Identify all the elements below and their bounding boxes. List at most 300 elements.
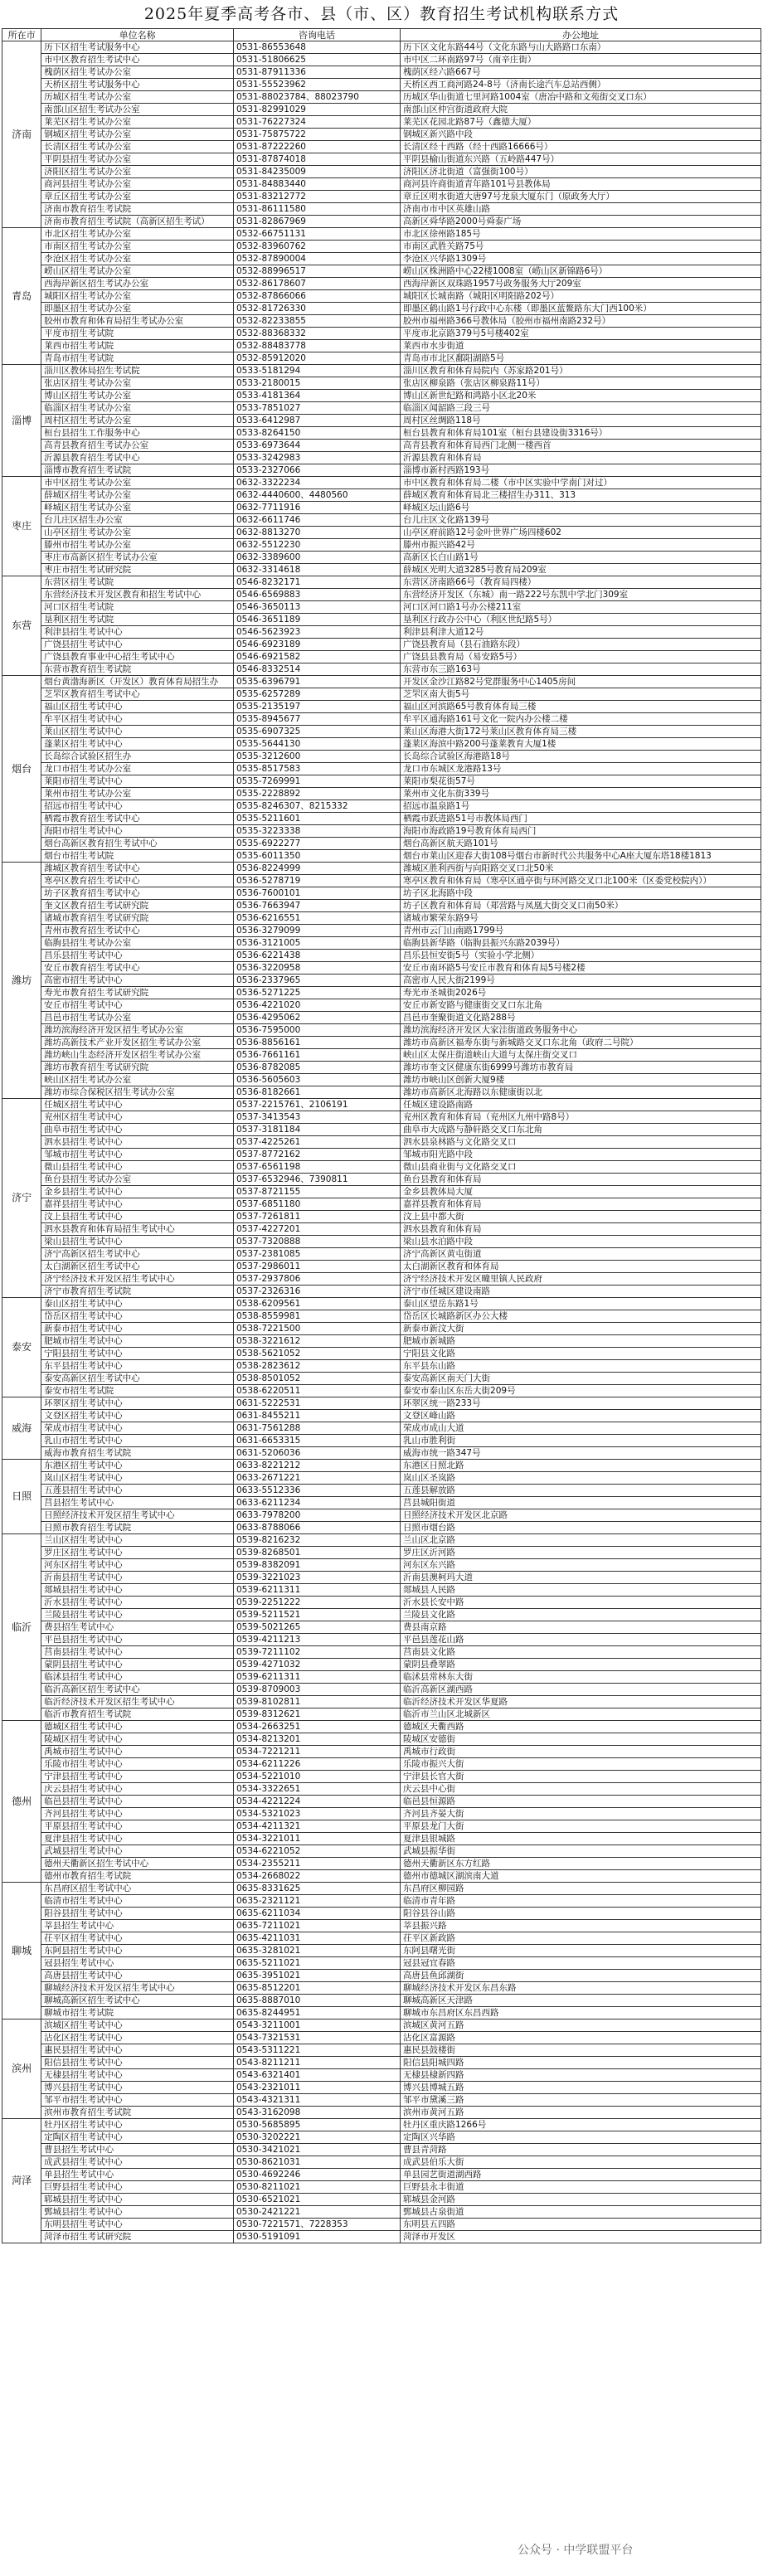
- phone-cell: 0632-3389600: [233, 552, 400, 564]
- table-row: [2, 1696, 761, 1708]
- table-row: [2, 1572, 761, 1584]
- phone-cell: 0533-2327066: [233, 464, 400, 477]
- unit-cell: 利津县招生考试中心: [41, 626, 234, 639]
- unit-cell: 陵城区招生考试中心: [41, 1733, 234, 1746]
- address-cell: 临沂经济技术开发区华夏路: [401, 1696, 761, 1708]
- unit-cell: 临沂高新区招生考试中心: [41, 1684, 234, 1696]
- phone-cell: 0532-88368332: [233, 328, 400, 340]
- unit-cell: 夏津县招生考试中心: [41, 1833, 234, 1845]
- unit-cell: 威海市教育招生考试院: [41, 1447, 234, 1460]
- unit-cell: 薛城区招生考试办公室: [41, 489, 234, 502]
- table-row: [2, 54, 761, 66]
- phone-cell: 0533-7851027: [233, 402, 400, 415]
- phone-cell: 0536-8782085: [233, 1062, 400, 1074]
- table-row: [2, 875, 761, 887]
- table-row: [2, 2057, 761, 2069]
- table-row: [2, 2156, 761, 2169]
- table-row: [2, 1472, 761, 1485]
- table-row: [2, 2194, 761, 2206]
- address-cell: 张店区柳泉路（张店区柳泉路11号）: [401, 377, 761, 390]
- address-cell: 台儿庄区文化路139号: [401, 514, 761, 527]
- address-cell: 沂源县教育和体育局: [401, 452, 761, 464]
- table-row: [2, 1584, 761, 1597]
- table-row: [2, 2007, 761, 2019]
- phone-cell: 0536-3121005: [233, 937, 400, 950]
- phone-cell: 0536-4295062: [233, 1012, 400, 1024]
- city-cell: 济南: [2, 41, 41, 228]
- address-cell: 金乡县教体局大厦: [401, 1186, 761, 1198]
- table-row: [2, 564, 761, 576]
- unit-cell: 德城区招生考试中心: [41, 1721, 234, 1733]
- table-row: [2, 241, 761, 253]
- address-cell: 博山区新世纪路和鸿路小区北20米: [401, 390, 761, 402]
- address-cell: 泗水县泉林路与文化路交叉口: [401, 1136, 761, 1149]
- table-row: [2, 576, 761, 589]
- phone-cell: 0539-8312621: [233, 1708, 400, 1721]
- address-cell: 昌邑市奎聚街道文化路288号: [401, 1012, 761, 1024]
- phone-cell: 0538-7221500: [233, 1323, 400, 1335]
- table-row: [2, 290, 761, 303]
- table-row: [2, 265, 761, 278]
- table-row: [2, 1758, 761, 1771]
- phone-cell: 0632-4440600、4480560: [233, 489, 400, 502]
- unit-cell: 莱西市招生考试院: [41, 340, 234, 352]
- unit-cell: 单县招生考试中心: [41, 2169, 234, 2181]
- table-row: [2, 676, 761, 688]
- phone-cell: 0531-86553648: [233, 41, 400, 54]
- phone-cell: 0536-4221020: [233, 999, 400, 1012]
- address-cell: 冠县冠宜春路: [401, 1957, 761, 1970]
- table-row: [2, 589, 761, 601]
- unit-cell: 诸城市教育招生考试研究院: [41, 912, 234, 925]
- address-cell: 罗庄区沂河路: [401, 1547, 761, 1559]
- phone-cell: 0532-87866066: [233, 290, 400, 303]
- table-row: [2, 2082, 761, 2094]
- address-cell: 利津县利津大道12号: [401, 626, 761, 639]
- header-unit: 单位名称: [41, 29, 234, 41]
- phone-cell: 0537-6851180: [233, 1198, 400, 1211]
- phone-cell: 0543-7321531: [233, 2032, 400, 2044]
- address-cell: 垦利区行政办公中心（利区世纪路5号）: [401, 614, 761, 626]
- phone-cell: 0631-8455211: [233, 1410, 400, 1422]
- address-cell: 威海市统一路347号: [401, 1447, 761, 1460]
- unit-cell: 山亭区招生考试办公室: [41, 527, 234, 539]
- address-cell: 禹城市行政街: [401, 1746, 761, 1758]
- unit-cell: 寒亭区教育招生考试中心: [41, 875, 234, 887]
- phone-cell: 0633-6211234: [233, 1497, 400, 1509]
- unit-cell: 金乡县招生考试中心: [41, 1186, 234, 1198]
- table-row: [2, 228, 761, 241]
- unit-cell: 济宁高新区招生考试中心: [41, 1248, 234, 1261]
- city-cell: 泰安: [2, 1298, 41, 1397]
- address-cell: 周村区丝绸路118号: [401, 415, 761, 427]
- phone-cell: 0538-2823612: [233, 1360, 400, 1373]
- unit-cell: 广饶县招生考试中心: [41, 639, 234, 651]
- unit-cell: 平阴县招生考试办公室: [41, 153, 234, 166]
- unit-cell: 沂水县招生考试中心: [41, 1597, 234, 1609]
- phone-cell: 0537-6561198: [233, 1161, 400, 1174]
- phone-cell: 0531-84235009: [233, 166, 400, 178]
- address-cell: 邹城市阳光路中段: [401, 1149, 761, 1161]
- unit-cell: 海阳市招生考试中心: [41, 825, 234, 838]
- address-cell: 聊城高新区天津路: [401, 1995, 761, 2007]
- table-row: [2, 1435, 761, 1447]
- unit-cell: 环翠区招生考试中心: [41, 1397, 234, 1410]
- table-row: [2, 726, 761, 738]
- table-row: [2, 477, 761, 489]
- phone-cell: 0535-2135197: [233, 701, 400, 713]
- contact-table: [2, 28, 761, 2243]
- table-row: [2, 912, 761, 925]
- unit-cell: 济南市教育招生考试院（高新区招生考试）: [41, 216, 234, 228]
- phone-cell: 0537-3181184: [233, 1124, 400, 1136]
- table-row: [2, 415, 761, 427]
- address-cell: 聊城经济技术开发区东昌东路: [401, 1982, 761, 1995]
- city-cell: 济宁: [2, 1099, 41, 1298]
- table-row: [2, 1397, 761, 1410]
- phone-cell: 0531-75875722: [233, 129, 400, 141]
- address-cell: 高青县教育和体育局西门北侧一楼西首: [401, 440, 761, 452]
- address-cell: 潍坊滨海经济开发区大家洼街道政务服务中心: [401, 1024, 761, 1037]
- address-cell: 河口区河口路1号办公楼211室: [401, 601, 761, 614]
- table-row: [2, 1198, 761, 1211]
- address-cell: 峄城区坛山路6号: [401, 502, 761, 514]
- address-cell: 莱阳市梨花街57号: [401, 775, 761, 788]
- address-cell: 市南区武胜关路75号: [401, 241, 761, 253]
- table-row: [2, 502, 761, 514]
- phone-cell: 0535-8945677: [233, 713, 400, 726]
- address-cell: 安丘市南环路5号安丘市教育和体育局5号楼2楼: [401, 962, 761, 975]
- table-row: [2, 2206, 761, 2219]
- table-row: [2, 1796, 761, 1808]
- table-row: [2, 2069, 761, 2082]
- address-cell: 庆云县中心街: [401, 1783, 761, 1796]
- address-cell: 河东区东兴路: [401, 1559, 761, 1572]
- phone-cell: 0532-87890004: [233, 253, 400, 265]
- address-cell: 城阳区长城南路（城阳区明阳路202号）: [401, 290, 761, 303]
- address-cell: 曹县青菏路: [401, 2144, 761, 2156]
- address-cell: 青州市云门山南路1799号: [401, 925, 761, 937]
- phone-cell: 0539-7211102: [233, 1646, 400, 1659]
- unit-cell: 东昌府区招生考试中心: [41, 1883, 234, 1895]
- table-row: [2, 1447, 761, 1460]
- address-cell: 潍坊市高新区福寿东街与新城路交叉口东北角（政府二号院）: [401, 1037, 761, 1049]
- table-row: [2, 1771, 761, 1783]
- address-cell: 滕州市振兴路42号: [401, 539, 761, 552]
- unit-cell: 莱芜区招生考试办公室: [41, 116, 234, 129]
- unit-cell: 德州市教育招生考试院: [41, 1870, 234, 1883]
- table-row: [2, 1883, 761, 1895]
- table-row: [2, 1646, 761, 1659]
- unit-cell: 枣庄市招生考试研究院: [41, 564, 234, 576]
- city-cell: 临沂: [2, 1534, 41, 1721]
- unit-cell: 临淄区招生考试办公室: [41, 402, 234, 415]
- phone-cell: 0537-2215761、2106191: [233, 1099, 400, 1111]
- address-cell: 泰安市泰山区东岳大街209号: [401, 1385, 761, 1397]
- unit-cell: 日照市教育招生考试院: [41, 1522, 234, 1534]
- table-row: [2, 514, 761, 527]
- unit-cell: 寿光市教育招生考试研究院: [41, 987, 234, 999]
- unit-cell: 城阳区招生考试办公室: [41, 290, 234, 303]
- table-row: [2, 1223, 761, 1236]
- table-row: [2, 1932, 761, 1945]
- unit-cell: 垦利区招生考试院: [41, 614, 234, 626]
- unit-cell: 峡山区招生考试办公室: [41, 1074, 234, 1086]
- address-cell: 平邑县莲花山路: [401, 1634, 761, 1646]
- phone-cell: 0536-3279099: [233, 925, 400, 937]
- table-row: [2, 141, 761, 153]
- unit-cell: 郓城县招生考试中心: [41, 2194, 234, 2206]
- table-row: [2, 1360, 761, 1373]
- unit-cell: 槐荫区招生考试办公室: [41, 66, 234, 79]
- unit-cell: 烟台市招生考试院: [41, 850, 234, 863]
- phone-cell: 0530-3421021: [233, 2144, 400, 2156]
- phone-cell: 0532-83960762: [233, 241, 400, 253]
- phone-cell: 0537-2381085: [233, 1248, 400, 1261]
- unit-cell: 泰安高新区招生考试中心: [41, 1373, 234, 1385]
- unit-cell: 历下区招生考试服务中心: [41, 41, 234, 54]
- unit-cell: 岱岳区招生考试中心: [41, 1310, 234, 1323]
- address-cell: 海阳市海政路19号教育体育局西门: [401, 825, 761, 838]
- unit-cell: 蓬莱区招生考试中心: [41, 738, 234, 751]
- table-row: [2, 1820, 761, 1833]
- address-cell: 薛城区教育和体育局北三楼招生办311、313: [401, 489, 761, 502]
- unit-cell: 青州市教育招生考试中心: [41, 925, 234, 937]
- unit-cell: 德州天衢新区招生考试中心: [41, 1858, 234, 1870]
- address-cell: 东营区济南路66号（教育局四楼）: [401, 576, 761, 589]
- unit-cell: 茌平区招生考试中心: [41, 1932, 234, 1945]
- address-cell: 高新区舜华路2000号舜泰广场: [401, 216, 761, 228]
- unit-cell: 淄川区教体局招生考试院: [41, 365, 234, 377]
- unit-cell: 平原县招生考试中心: [41, 1820, 234, 1833]
- table-row: [2, 1621, 761, 1634]
- table-row: [2, 850, 761, 863]
- unit-cell: 成武县招生考试中心: [41, 2156, 234, 2169]
- page-title: 2025年夏季高考各市、县（市、区）教育招生考试机构联系方式: [143, 5, 620, 23]
- phone-cell: 0631-5206036: [233, 1447, 400, 1460]
- phone-cell: 0534-8213201: [233, 1733, 400, 1746]
- unit-cell: 莘县招生考试中心: [41, 1920, 234, 1932]
- table-row: [2, 751, 761, 763]
- phone-cell: 0546-3651189: [233, 614, 400, 626]
- table-row: [2, 315, 761, 328]
- table-row: [2, 1746, 761, 1758]
- phone-cell: 0631-5222531: [233, 1397, 400, 1410]
- phone-cell: 0539-3221023: [233, 1572, 400, 1584]
- table-row: [2, 365, 761, 377]
- phone-cell: 0536-6221438: [233, 950, 400, 962]
- table-row: [2, 788, 761, 800]
- table-row: [2, 925, 761, 937]
- phone-cell: 0533-6412987: [233, 415, 400, 427]
- table-row: [2, 1086, 761, 1099]
- unit-cell: 泰山区招生考试中心: [41, 1298, 234, 1310]
- table-row: [2, 390, 761, 402]
- table-row: [2, 2131, 761, 2144]
- table-row: [2, 1248, 761, 1261]
- unit-cell: 惠民县招生考试中心: [41, 2044, 234, 2057]
- table-row: [2, 1559, 761, 1572]
- unit-cell: 博兴县招生考试中心: [41, 2082, 234, 2094]
- unit-cell: 滕州市招生考试办公室: [41, 539, 234, 552]
- unit-cell: 乳山市招生考试中心: [41, 1435, 234, 1447]
- unit-cell: 滨城区招生考试中心: [41, 2019, 234, 2032]
- table-row: [2, 937, 761, 950]
- city-cell: 德州: [2, 1721, 41, 1883]
- table-row: [2, 1298, 761, 1310]
- table-row: [2, 1634, 761, 1646]
- phone-cell: 0535-6396791: [233, 676, 400, 688]
- phone-cell: 0537-2326316: [233, 1286, 400, 1298]
- unit-cell: 峄城区招生考试办公室: [41, 502, 234, 514]
- phone-cell: 0536-7663947: [233, 900, 400, 912]
- unit-cell: 泗水县招生考试中心: [41, 1136, 234, 1149]
- phone-cell: 0536-5278719: [233, 875, 400, 887]
- phone-cell: 0539-5021265: [233, 1621, 400, 1634]
- table-row: [2, 1174, 761, 1186]
- phone-cell: 0536-3220958: [233, 962, 400, 975]
- phone-cell: 0538-8559981: [233, 1310, 400, 1323]
- phone-cell: 0633-5512336: [233, 1485, 400, 1497]
- table-row: [2, 464, 761, 477]
- phone-cell: 0530-7221571、7228353: [233, 2219, 400, 2231]
- table-row: [2, 2169, 761, 2181]
- unit-cell: 安丘市招生考试中心: [41, 999, 234, 1012]
- address-cell: 蒙阴县叠翠路: [401, 1659, 761, 1671]
- unit-cell: 蒙阴县招生考试中心: [41, 1659, 234, 1671]
- phone-cell: 0632-3322234: [233, 477, 400, 489]
- address-cell: 临沭县常林东大街: [401, 1671, 761, 1684]
- address-cell: 鱼台县教育和体育局: [401, 1174, 761, 1186]
- address-cell: 泰山区望岳东路1号: [401, 1298, 761, 1310]
- phone-cell: 0530-6521021: [233, 2194, 400, 2206]
- address-cell: 东明县五四路: [401, 2219, 761, 2231]
- table-row: [2, 153, 761, 166]
- table-row: [2, 738, 761, 751]
- address-cell: 无棣县棣新四路: [401, 2069, 761, 2082]
- address-cell: 长清区经十西路（经十西路16666号）: [401, 141, 761, 153]
- phone-cell: 0535-2228892: [233, 788, 400, 800]
- city-cell: 烟台: [2, 676, 41, 863]
- unit-cell: 五莲县招生考试中心: [41, 1485, 234, 1497]
- city-cell: 菏泽: [2, 2119, 41, 2243]
- unit-cell: 泰安市招生考试院: [41, 1385, 234, 1397]
- address-cell: 钢城区新兴路中段: [401, 129, 761, 141]
- table-row: [2, 1099, 761, 1111]
- address-cell: 乐陵市振兴大街: [401, 1758, 761, 1771]
- phone-cell: 0536-5271225: [233, 987, 400, 999]
- phone-cell: 0633-8221212: [233, 1460, 400, 1472]
- phone-cell: 0546-6569883: [233, 589, 400, 601]
- phone-cell: 0635-8887010: [233, 1995, 400, 2007]
- table-row: [2, 626, 761, 639]
- address-cell: 栖霞市跃进路51号市教体局西门: [401, 813, 761, 825]
- unit-cell: 高密市招生考试中心: [41, 975, 234, 987]
- phone-cell: 0543-3162098: [233, 2107, 400, 2119]
- address-cell: 诸城市繁荣东路9号: [401, 912, 761, 925]
- address-cell: 莘县振兴路: [401, 1920, 761, 1932]
- unit-cell: 文登区招生考试中心: [41, 1410, 234, 1422]
- phone-cell: 0632-6611746: [233, 514, 400, 527]
- phone-cell: 0633-2671221: [233, 1472, 400, 1485]
- address-cell: 郯城县人民路: [401, 1584, 761, 1597]
- phone-cell: 0538-6220511: [233, 1385, 400, 1397]
- unit-cell: 钢城区招生考试办公室: [41, 129, 234, 141]
- phone-cell: 0536-7595000: [233, 1024, 400, 1037]
- table-row: [2, 1908, 761, 1920]
- phone-cell: 0546-6923189: [233, 639, 400, 651]
- address-cell: 任城区建设路南路: [401, 1099, 761, 1111]
- phone-cell: 0543-5311221: [233, 2044, 400, 2057]
- address-cell: 曲阜市大成路与静轩路交叉口东北角: [401, 1124, 761, 1136]
- unit-cell: 阳谷县招生考试中心: [41, 1908, 234, 1920]
- phone-cell: 0632-3314618: [233, 564, 400, 576]
- unit-cell: 桓台县招生工作服务中心: [41, 427, 234, 440]
- table-row: [2, 66, 761, 79]
- city-cell: 聊城: [2, 1883, 41, 2019]
- unit-cell: 市北区招生考试办公室: [41, 228, 234, 241]
- address-cell: 潍坊市峡山区创新大厦9楼: [401, 1074, 761, 1086]
- table-row: [2, 1497, 761, 1509]
- address-cell: 东港区日照北路: [401, 1460, 761, 1472]
- phone-cell: 0530-3202221: [233, 2131, 400, 2144]
- unit-cell: 牟平区招生考试中心: [41, 713, 234, 726]
- phone-cell: 0534-3221011: [233, 1833, 400, 1845]
- unit-cell: 禹城市招生考试中心: [41, 1746, 234, 1758]
- unit-cell: 市南区招生考试办公室: [41, 241, 234, 253]
- phone-cell: 0536-6216551: [233, 912, 400, 925]
- address-cell: 坊子区教育和体育局（郑营路与凤凰大街交叉口南50米）: [401, 900, 761, 912]
- phone-cell: 0532-88996517: [233, 265, 400, 278]
- address-cell: 齐河县齐晏大街: [401, 1808, 761, 1820]
- unit-cell: 莱山区招生考试中心: [41, 726, 234, 738]
- table-row: [2, 1422, 761, 1435]
- table-row: [2, 1273, 761, 1286]
- address-cell: 陵城区安德街: [401, 1733, 761, 1746]
- unit-cell: 聊城高新区招生考试中心: [41, 1995, 234, 2007]
- unit-cell: 长清区招生考试办公室: [41, 141, 234, 153]
- phone-cell: 0537-7320888: [233, 1236, 400, 1248]
- unit-cell: 市中区教育招生考试中心: [41, 54, 234, 66]
- address-cell: 泗水县教育和体育局: [401, 1223, 761, 1236]
- table-row: [2, 1012, 761, 1024]
- table-row: [2, 2119, 761, 2131]
- unit-cell: 无棣县招生考试中心: [41, 2069, 234, 2082]
- phone-cell: 0632-7711916: [233, 502, 400, 514]
- unit-cell: 肥城市招生考试中心: [41, 1335, 234, 1348]
- table-row: [2, 713, 761, 726]
- address-cell: 市中区二环南路97号（南辛庄街）: [401, 54, 761, 66]
- unit-cell: 鄄城县招生考试中心: [41, 2206, 234, 2219]
- unit-cell: 烟台黄渤海新区（开发区）教育体育局招生办: [41, 676, 234, 688]
- address-cell: 济宁高新区黄屯街道: [401, 1248, 761, 1261]
- unit-cell: 平邑县招生考试中心: [41, 1634, 234, 1646]
- address-cell: 聊城市东昌府区东昌西路: [401, 2007, 761, 2019]
- table-row: [2, 2019, 761, 2032]
- unit-cell: 东平县招生考试中心: [41, 1360, 234, 1373]
- address-cell: 龙口市东城区龙港路13号: [401, 763, 761, 775]
- unit-cell: 天桥区招生考试服务中心: [41, 79, 234, 91]
- unit-cell: 商河县招生考试办公室: [41, 178, 234, 191]
- address-cell: 文登区峰山路: [401, 1410, 761, 1422]
- address-cell: 崂山区株洲路中心22楼1008室（崂山区新锦路6号）: [401, 265, 761, 278]
- table-row: [2, 2032, 761, 2044]
- address-cell: 蓬莱区海滨中路200号蓬莱教育大厦1楼: [401, 738, 761, 751]
- phone-cell: 0530-2421221: [233, 2206, 400, 2219]
- address-cell: 临朐县新华路（临朐县振兴东路2039号）: [401, 937, 761, 950]
- phone-cell: 0532-88483778: [233, 340, 400, 352]
- table-row: [2, 1721, 761, 1733]
